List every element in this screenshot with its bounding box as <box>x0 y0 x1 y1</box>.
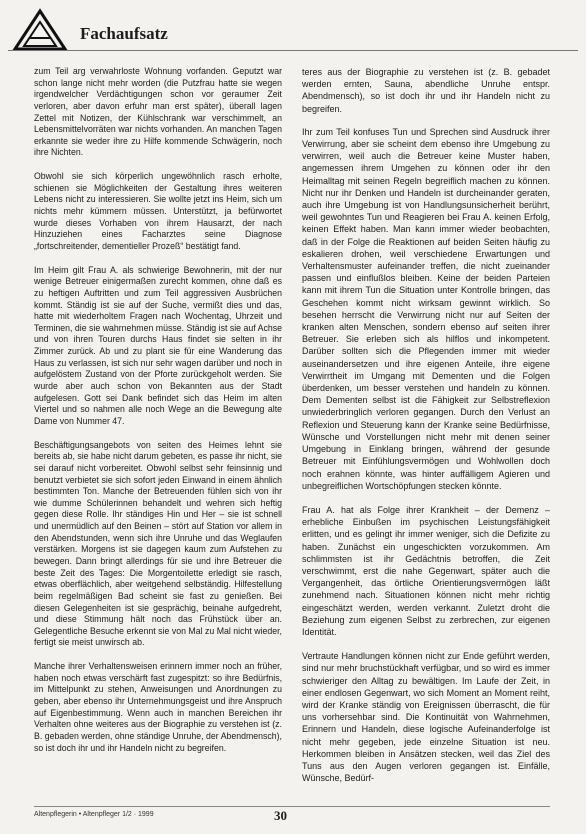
paragraph: zum Teil arg verwahrloste Wohnung vorfanden. Geputzt war schon lange nicht mehr worden (die Putzfrau hatte sie wegen irgendwelcher Verdächtigungen schon vor geraumer Zeit verloren, aber davon erfuhr man erst später), überall lagen Zettel mit Notizen, der Kühlschrank war verschimmelt, an Lebensmittelvorräten war nichts vorhanden. An manchen Tagen erkannte sie weder ihre zu Hilfe kommende Schwägerin, noch ihre Nichten. <box>34 66 282 158</box>
journal-line: Altenpflegerin • Altenpfleger 1/2 · 1999 <box>34 811 154 818</box>
section-label: Fachaufsatz <box>80 24 168 43</box>
paragraph: Obwohl sie sich körperlich ungewöhnlich rasch erholte, schienen sie Möglichkeiten der Gestaltung ihres weiteren Lebens nicht zu interessieren. Sie wollte jetzt ins Heim, sich um nichts mehr kümmern müssen. Unterstützt, ja befürwortet wurde dieses Vorhaben von ihrem Hausarzt, der nach Hinzuziehen eines Facharztes seine Diagnose „fortschreitender, dementieller Prozeß“ bestätigt fand. <box>34 171 282 251</box>
paragraph: Ihr zum Teil konfuses Tun und Sprechen sind Ausdruck ihrer Verwirrung, aber sie scheint dem ebenso ihre Umgebung zu verwirren, weil auch die Betreuer keine Muster haben, angemessen ihrem Umgehen zu können oder ihr den Heimalltag mit seinen Regeln begreiflich machen zu können. Nicht nur ihr Denken und Handeln ist durcheinander geraten, auch ihre Umgebung ist von Handlungsunsicherheit berührt, weil gewohntes Tun und Reagieren bei Frau A. keinen Erfolg, keinen Effekt haben. Man kann immer wieder beobachten, daß in der Folge die Reaktionen auf beiden Seiten häufig zu eskalieren drohen, weil verschiedene Erwartungen und Verhaltensmuster aufeinander treffen, die nicht zueinander passen und einflußlos bleiben. Keine der beiden Parteien kann mit ihrem Tun die Situation unter Kontrolle bringen, das Geschehen kommt nicht wirksam gewinnt wirklich. So besehen herrscht die Verwirrung nicht nur auf Seiten der kranken alten Menschen, sondern ebenso auf seiten ihrer Betreuer. Sie erleben sich als hilflos und inkompetent. Darüber sollten sich die Pflegenden immer mit wieder auseinandersetzen und ihre eigenen Anteile, ihre eigene Verwirrtheit im Umgang mit Dementen und die Folgen überdenken, um besser verstehen und handeln zu können. Dem Dementen selbst ist die Fähigkeit zur Selbstreflexion unwiederbringlich verloren gegangen. Durch den Verlust an Reflexion und Steuerung kann der Kranke seine Bedürfnisse, Wünsche und Vorstellungen nicht mehr mit denen seiner Umgebung in Einklang bringen, während der gesunde Betreuer mit Einfühlungsvermögen und Wohlwollen doch noch erahnen könnte, was hinter auffälligem Agieren und unbegreiflichen Wortschöpfungen stecken könnte. <box>302 126 550 491</box>
paragraph: Frau A. hat als Folge ihrer Krankheit – der Demenz – erhebliche Einbußen im psychischen Leistungsfähigkeit erlitten, und es gelingt ihr immer weniger, sich die Defizite zu haben. Zunächst ein ungeschickten vorzukommen. Am schlimmsten ist ihr Gedächtnis betroffen, die Zeit verschwimmt, erst die nahe Gegenwart, später auch die Vergangenheit, das örtliche Orientierungsvermögen läßt zunehmend nach. Situationen können nicht mehr richtig eingeschätzt werden, werden verkannt. Zuletzt droht die Beziehung zum eigenen Selbst zu zerbrechen, zur eigenen Identität. <box>302 504 550 637</box>
paragraph: Beschäftigungsangebots von seiten des Heimes lehnt sie bereits ab, sie habe nicht darum gebeten, es passe ihr nicht, sie sei darauf nicht vorbereitet. Obwohl selbst sehr feinsinnig und benutzt verbietet sie sich sofort jeden Einwand in einem ähnlich bestimmten Ton. Manche der Betreuenden fühlen sich von ihr wie dumme Schülerinnen behandelt und wehren sich heftig gegen diese Rolle. Ihr ständiges Hin und Her – sie ist schnell und unermüdlich auf den Beinen – stört auf Station vor allem in den Abendstunden, wenn sich ihre Unruhe und das Weglaufen verstärken. Morgens ist sie dagegen kaum zum Aufstehen zu bewegen. Dann bringt allerdings für sie und ihre Betreuer die beste Zeit des Tages: Die Morgentoilette erledigt sie rasch, etwas oberflächlich, aber weitgehend selbständig. Hilfestellung beim regelmäßigen Bad scheint sie fast zu genießen. Bei diesen Gelegenheiten ist sie gesprächig, beinahe aufgedreht, und diese Stimmung hält noch das Frühstück über an. Gelegentliche Besuche erkennt sie von Mal zu Mal nicht wieder, fertigt sie meist unwirsch ab. <box>34 439 282 648</box>
page-footer <box>34 806 550 828</box>
paragraph: Vertraute Handlungen können nicht zur Ende geführt werden, sind nur mehr bruchstückhaft verfügbar, und so wird es immer schwieriger den Alltag zu bewältigen. Im Laufe der Zeit, in einer endlosen Gegenwart, wo sich Moment an Moment reiht, wird der Kranke ständig von Ereignissen überrascht, die für uns vorhersehbar sind. Die Kontinuität von Wahrnehmen, Erinnern und Handeln, diese logische Aufeinanderfolge ist nicht mehr gegeben, jede einzelne Situation ist neu. Herkommen bleiben in Ansätzen stecken, weil das Ziel des Tuns aus den Augen verloren gegangen ist. Einfälle, Wünsche, Bedürf- <box>302 651 550 784</box>
triangle-logo-icon <box>12 8 68 52</box>
page-header <box>8 6 578 52</box>
paragraph: teres aus der Biographie zu verstehen ist (z. B. gebadet werden ernten, Sauna, abendliche Unruhe entspr. Abendmensch), so ist doch ihr und ihr Handeln nicht zu begreifen. <box>302 67 550 114</box>
right-column <box>302 66 550 796</box>
page-number: 30 <box>274 808 287 823</box>
paragraph: Im Heim gilt Frau A. als schwierige Bewohnerin, mit der nur wenige Betreuer einigermaßen zurecht kommen, ohne daß es zu heftigen Auftritten und zum Teil aggressiven Ausbrüchen kommt. Ständig ist sie auf der Suche, vermißt dies und das, hatte mit wiederholtem Fragen nach Wochentag, Uhrzeit und Terminen, die sie wahrnehmen müsse. Ständig ist sie auf Achse und von ihren Touren durchs Haus findet sie selten in ihr Zimmer zurück. Ab und zu plant sie für eine Wanderung das Haus zu verlassen, ist sich nur sehr wagen darüber und noch in aufgelöstem Zustand von der Pforte zurückgeholt werden. Sie wurde aber auch schon von Bekannten aus der Stadt aufgelesen. Gott sei Dank befindet sich das Heim im alten Viertel und so nahmen alle noch Wege an die Bewegung alte Dame von Nummer 47. <box>34 264 282 426</box>
footer-divider <box>34 806 550 807</box>
left-column <box>34 66 282 766</box>
header-divider <box>8 50 578 51</box>
paragraph: Manche ihrer Verhaltensweisen erinnern immer noch an früher, haben noch etwas verschärft fast zugespitzt: so ihre Bedürfnis, im Mittelpunkt zu stehen, Anweisungen und Anordnungen zu geben, aber ebenso ihr Unternehmungsgeist und ihre Anspruch auf Eigenbestimmung. Wenn auch in manchen Bereichen ihr Verhalten ohne weiteres aus der Biographie zu verstehen ist (z. B. gebaden werden, ohne ständige Unruhe, der Abendmensch), so ist doch ihr und ihr Handeln nicht zu begreifen. <box>34 661 282 753</box>
